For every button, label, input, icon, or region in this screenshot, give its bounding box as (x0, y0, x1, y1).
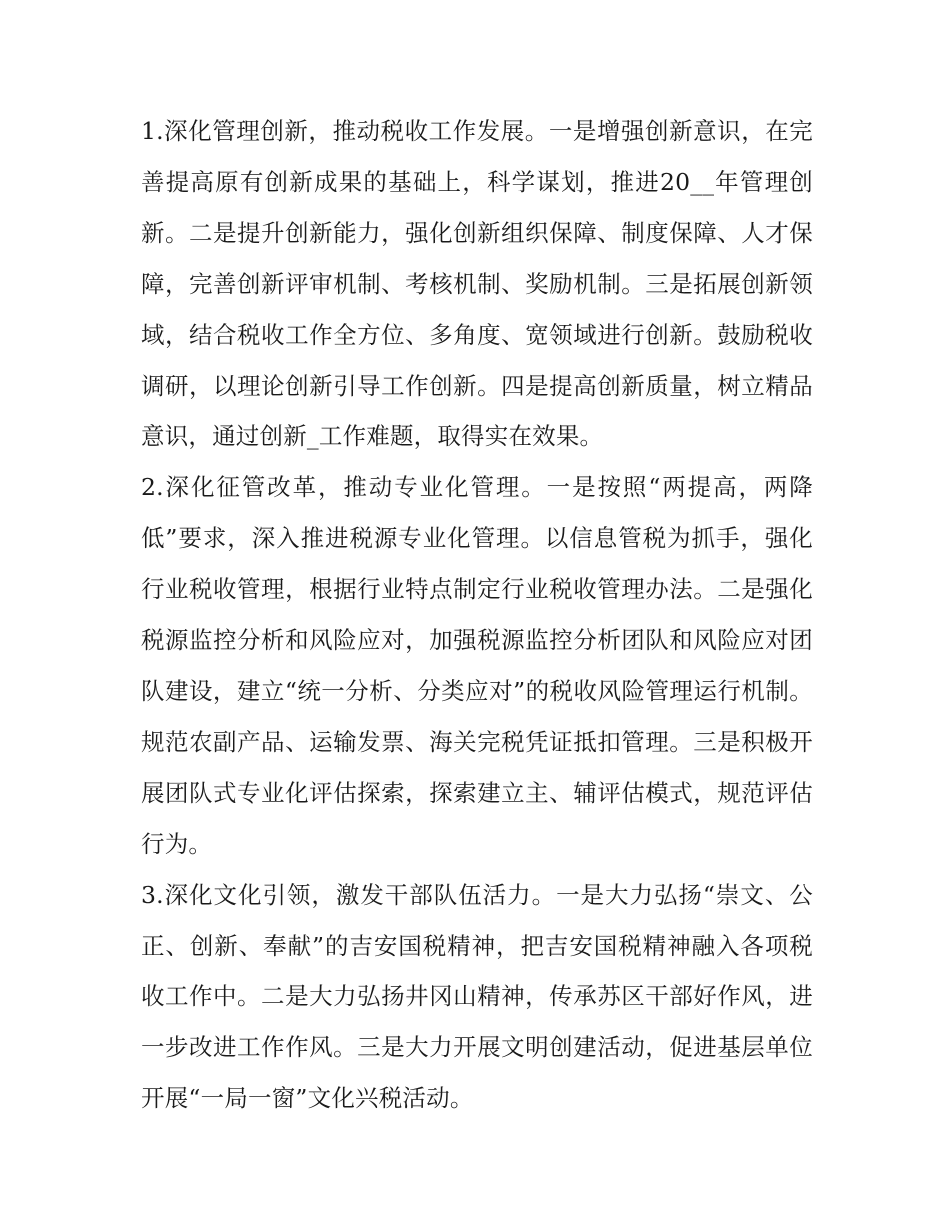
paragraph-collection-reform: 2.深化征管改革，推动专业化管理。一是按照“两提高，两降低”要求，深入推进税源专业化管理。以信息管税为抓手，强化行业税收管理，根据行业特点制定行业税收管理办法。二是强化税源监控分析和风险应对，加强税源监控分析团队和风险应对团队建设，建立“统一分析、分类应对”的税收风险管理运行机制。规范农副产品、运输发票、海关完税凭证抵扣管理。三是积极开展团队式专业化评估探索，探索建立主、辅评估模式，规范评估行为。 (141, 473, 813, 858)
paragraph-culture-guidance: 3.深化文化引领，激发干部队伍活力。一是大力弘扬“崇文、公正、创新、奉献”的吉安国税精神，把吉安国税精神融入各项税收工作中。二是大力弘扬井冈山精神，传承苏区干部好作风，进一步改进工作作风。三是大力开展文明创建活动，促进基层单位开展“一局一窗”文化兴税活动。 (141, 880, 813, 1113)
paragraph-management-innovation: 1.深化管理创新，推动税收工作发展。一是增强创新意识，在完善提高原有创新成果的基础上，科学谋划，推进20__年管理创新。二是提升创新能力，强化创新组织保障、制度保障、人才保障，完善创新评审机制、考核机制、奖励机制。三是拓展创新领域，结合税收工作全方位、多角度、宽领域进行创新。鼓励税收调研，以理论创新引导工作创新。四是提高创新质量，树立精品意识，通过创新_工作难题，取得实在效果。 (141, 117, 813, 451)
document-body (141, 106, 813, 1124)
